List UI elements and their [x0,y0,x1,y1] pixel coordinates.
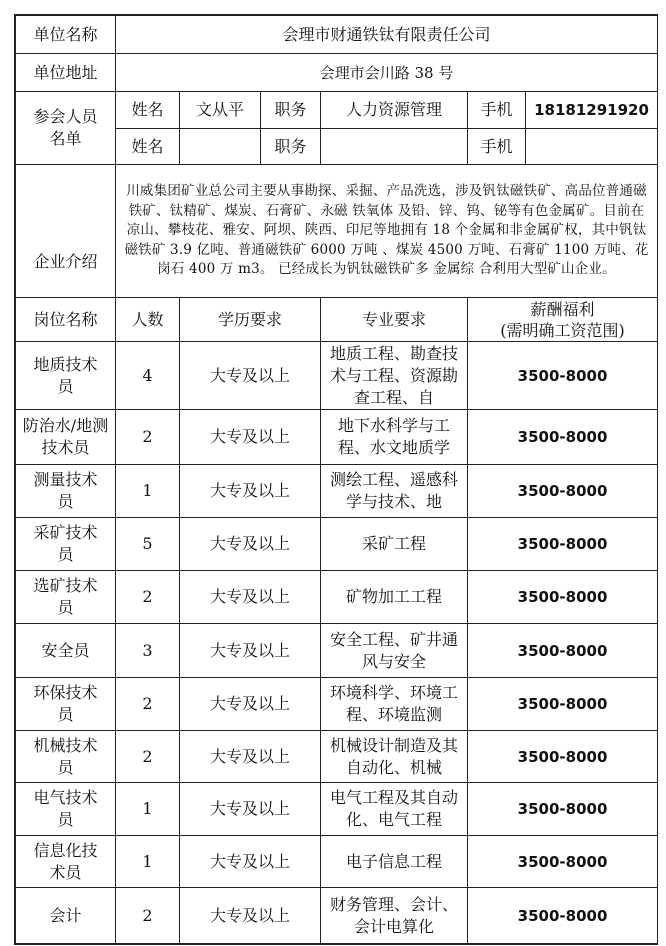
header-salary: 薪酬福利 (需明确工资范围) [468,298,658,342]
company-address-value: 会理市会川路 38 号 [116,54,658,92]
intro-text: 川威集团矿业总公司主要从事勘探、采掘、产品洗选，涉及钒钛磁铁矿、高品位普通磁铁矿、钛精矿、煤炭、石膏矿、永磁 铁氧体 及铅、锌、钨、铋等有色金属矿。目前在凉山、攀枝花、雅安、阿坝、陕西、印尼等地拥有 18 个金属和非金属矿权，其中钒钛磁铁矿 3.9 亿吨、普通磁铁矿 6000 万吨 、煤炭 4500 万吨、石膏矿 1100 万吨、花岗石 400 万 m3。 已经成长为钒钛磁铁矿多 金属综 合利用大型矿山企业。 [116,165,658,298]
company-name-value: 会理市财通铁钛有限责任公司 [116,16,658,54]
header-education: 学历要求 [180,298,321,342]
job-row [16,678,658,731]
job-title: 测量技术员 [16,465,116,518]
job-row [16,731,658,783]
job-education: 大专及以上 [180,836,321,888]
job-major: 矿物加工工程 [321,571,468,624]
job-row [16,624,658,678]
attendee-phone-label: 手机 [468,129,526,165]
job-count: 1 [116,783,180,836]
job-major: 地下水科学与工程、水文地质学 [321,410,468,465]
job-education: 大专及以上 [180,410,321,465]
attendee-phone-value [526,129,658,165]
job-title: 会计 [16,888,116,944]
attendee-position-label: 职务 [261,92,321,129]
job-education: 大专及以上 [180,731,321,783]
job-count: 2 [116,888,180,944]
job-count: 4 [116,342,180,410]
company-name-row [16,16,658,54]
job-salary: 3500-8000 [468,342,658,410]
job-education: 大专及以上 [180,888,321,944]
attendee-position-label: 职务 [261,129,321,165]
jobs-header-row [16,298,658,342]
job-title: 采矿技术员 [16,518,116,571]
job-salary: 3500-8000 [468,731,658,783]
job-salary: 3500-8000 [468,836,658,888]
job-salary: 3500-8000 [468,410,658,465]
job-row [16,518,658,571]
intro-label: 企业介绍 [16,165,116,298]
job-row [16,836,658,888]
job-education: 大专及以上 [180,465,321,518]
job-title: 防治水/地测技术员 [16,410,116,465]
job-education: 大专及以上 [180,783,321,836]
job-major: 机械设计制造及其自动化、机械 [321,731,468,783]
job-count: 2 [116,731,180,783]
job-count: 2 [116,678,180,731]
job-salary: 3500-8000 [468,624,658,678]
job-row [16,465,658,518]
company-address-label: 单位地址 [16,54,116,92]
job-row [16,410,658,465]
job-salary: 3500-8000 [468,518,658,571]
job-education: 大专及以上 [180,342,321,410]
job-count: 1 [116,465,180,518]
job-major: 财务管理、会计、会计电算化 [321,888,468,944]
job-education: 大专及以上 [180,678,321,731]
recruitment-form [14,14,658,945]
job-major: 安全工程、矿井通风与安全 [321,624,468,678]
job-salary: 3500-8000 [468,571,658,624]
intro-row [16,165,658,298]
job-count: 3 [116,624,180,678]
job-major: 电子信息工程 [321,836,468,888]
job-major: 采矿工程 [321,518,468,571]
job-title: 选矿技术员 [16,571,116,624]
job-count: 1 [116,836,180,888]
header-title: 岗位名称 [16,298,116,342]
job-salary: 3500-8000 [468,888,658,944]
job-title: 安全员 [16,624,116,678]
job-row [16,783,658,836]
attendee-name-value: 文从平 [180,92,261,129]
job-row [16,571,658,624]
job-title: 电气技术员 [16,783,116,836]
form-table [15,15,658,944]
job-major: 电气工程及其自动化、电气工程 [321,783,468,836]
job-salary: 3500-8000 [468,783,658,836]
attendee-name-label: 姓名 [116,129,180,165]
job-row [16,888,658,944]
job-count: 5 [116,518,180,571]
job-title: 机械技术员 [16,731,116,783]
attendee-name-label: 姓名 [116,92,180,129]
attendee-name-value [180,129,261,165]
job-salary: 3500-8000 [468,465,658,518]
job-salary: 3500-8000 [468,678,658,731]
job-education: 大专及以上 [180,571,321,624]
attendee-row [16,92,658,129]
attendee-phone-value: 18181291920 [526,92,658,129]
company-address-row [16,54,658,92]
job-major: 地质工程、勘查技术与工程、资源勘查工程、自 [321,342,468,410]
attendee-phone-label: 手机 [468,92,526,129]
company-name-label: 单位名称 [16,16,116,54]
job-major: 测绘工程、遥感科学与技术、地 [321,465,468,518]
job-education: 大专及以上 [180,518,321,571]
attendee-position-value: 人力资源管理 [321,92,468,129]
job-education: 大专及以上 [180,624,321,678]
job-count: 2 [116,571,180,624]
job-row [16,342,658,410]
job-title: 环保技术员 [16,678,116,731]
job-title: 地质技术员 [16,342,116,410]
header-count: 人数 [116,298,180,342]
job-title: 信息化技术员 [16,836,116,888]
header-major: 专业要求 [321,298,468,342]
attendee-position-value [321,129,468,165]
job-count: 2 [116,410,180,465]
job-major: 环境科学、环境工程、环境监测 [321,678,468,731]
attendees-label: 参会人员名单 [16,92,116,165]
